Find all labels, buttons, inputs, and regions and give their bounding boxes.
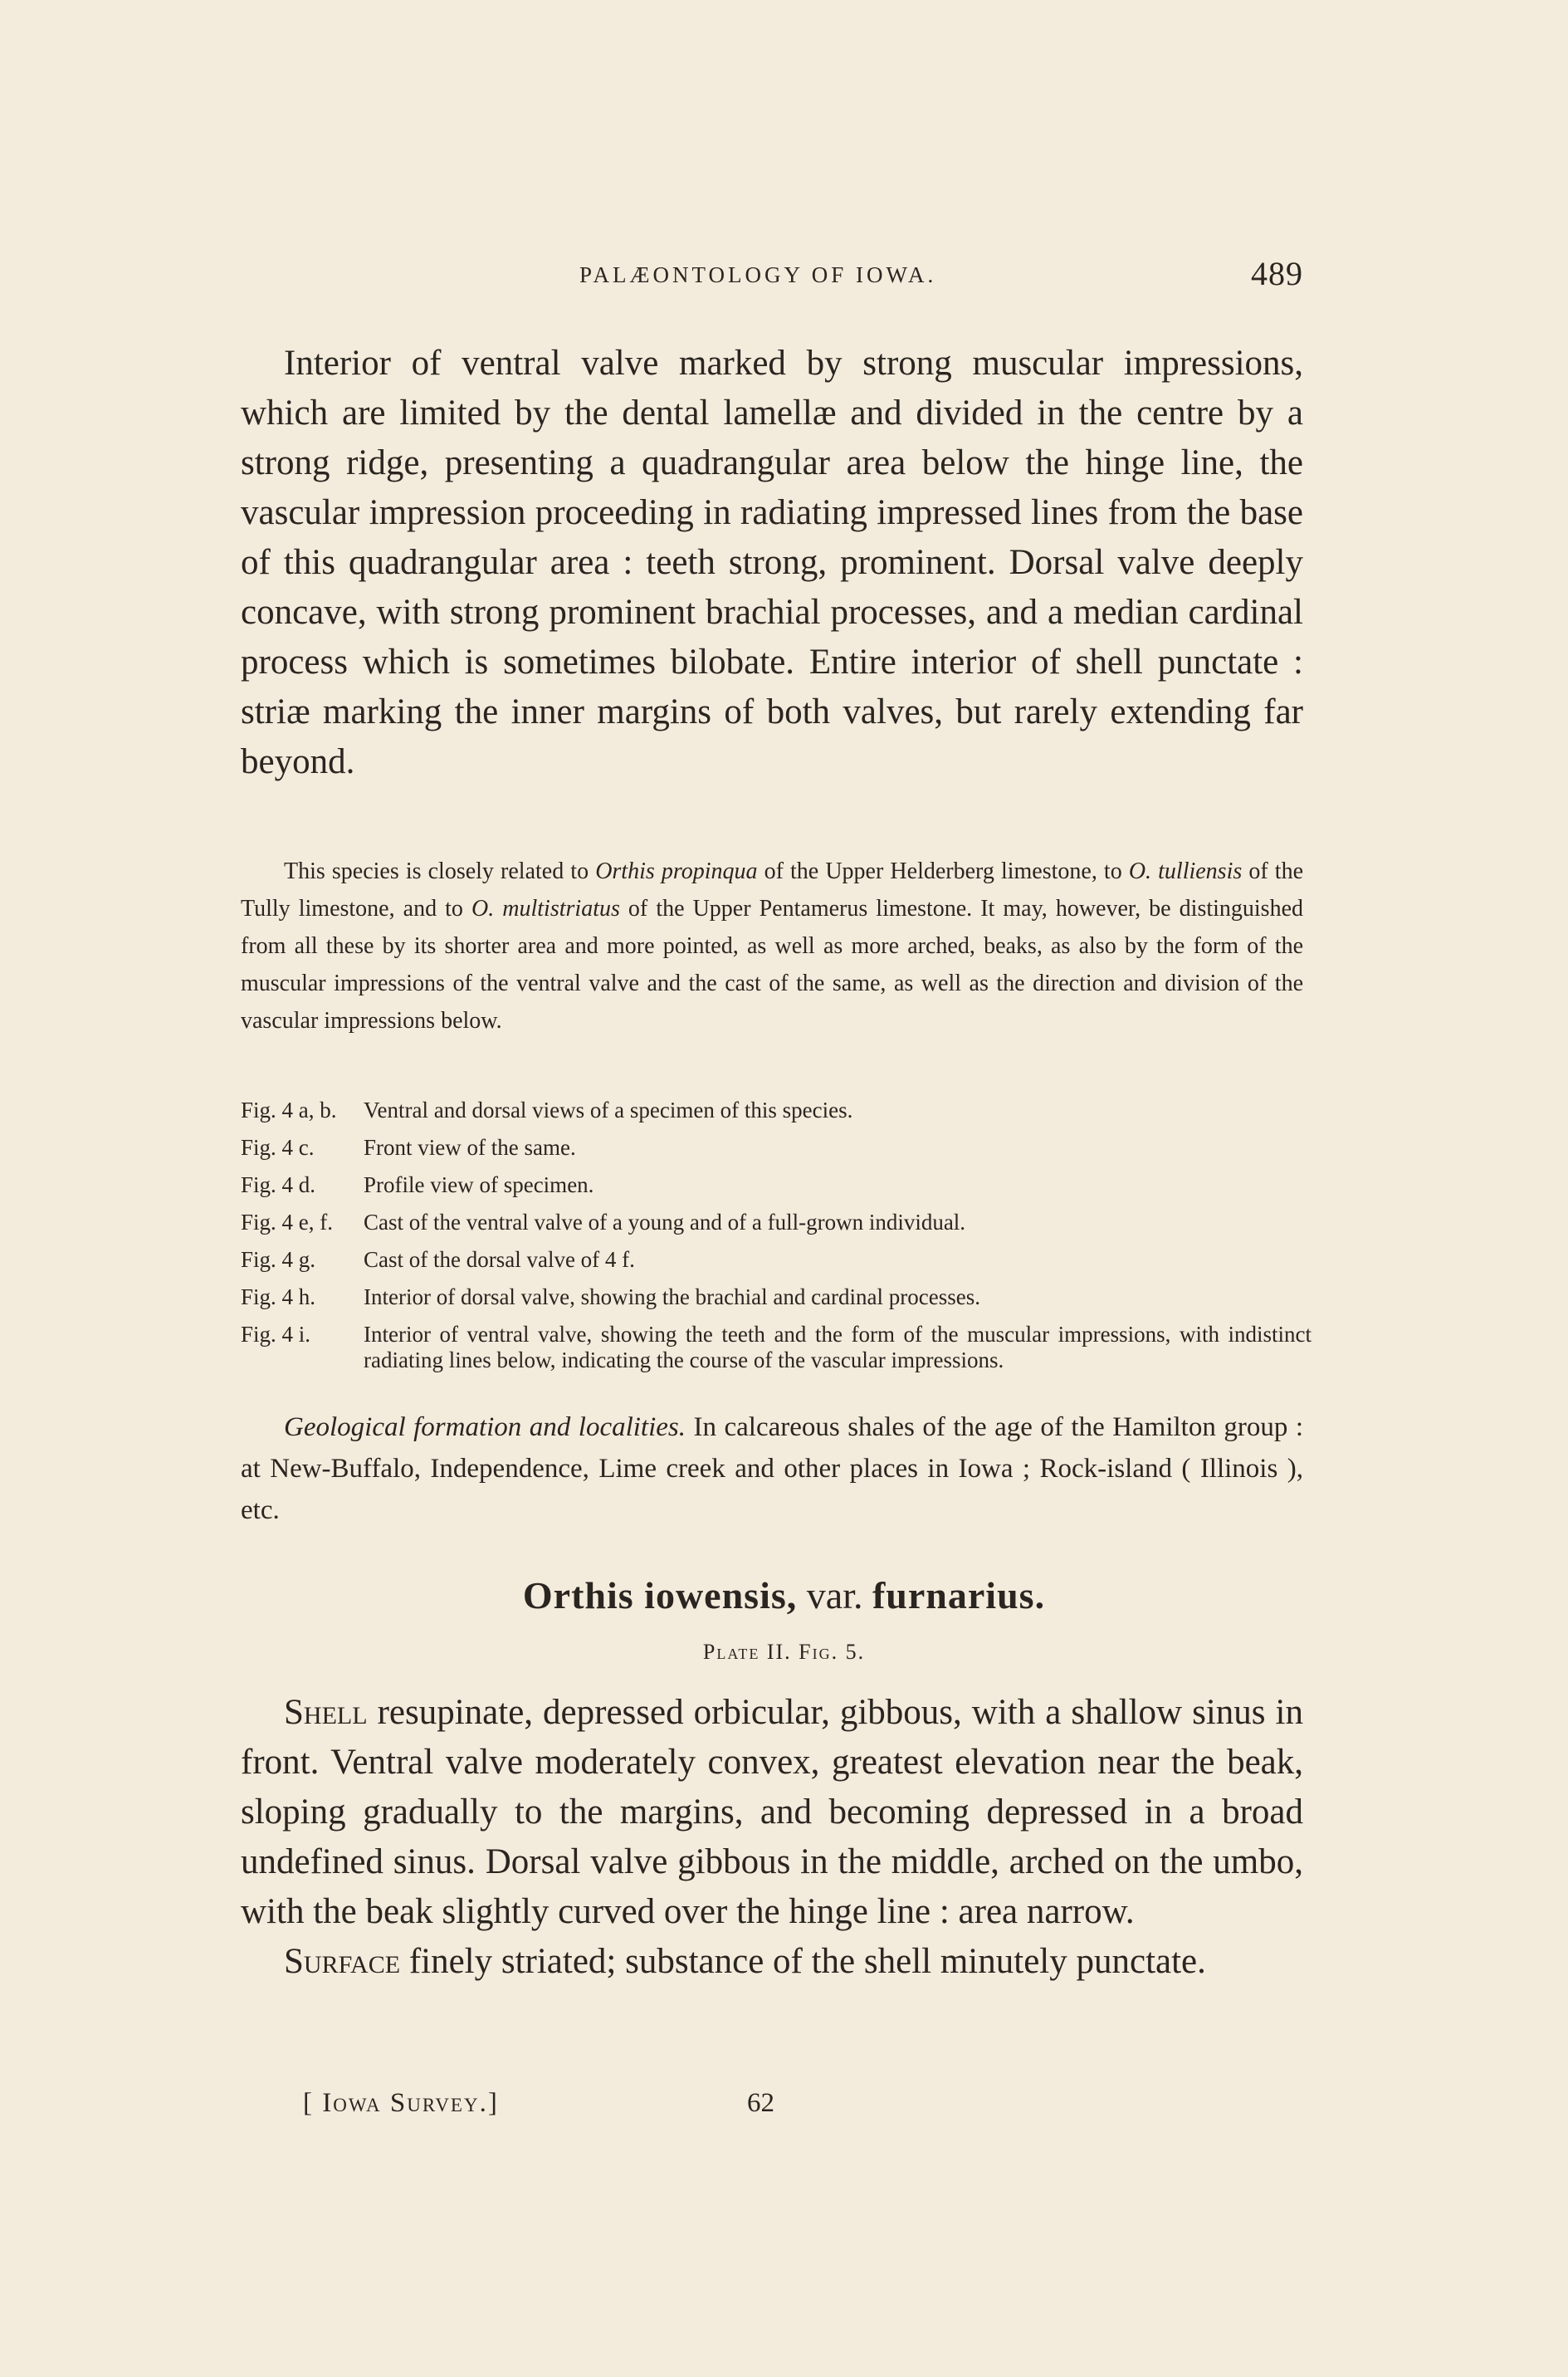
figure-caption: Cast of the ventral valve of a young and of a full-grown individual.	[364, 1210, 966, 1235]
figure-caption: Cast of the dorsal valve of 4 f.	[364, 1247, 635, 1272]
species-ref: Orthis propinqua	[595, 858, 758, 884]
figure-entry	[241, 1316, 1312, 1373]
figure-caption: Profile view of specimen.	[364, 1172, 594, 1197]
variety-label: var.	[797, 1574, 872, 1616]
figure-label: Fig. 4 d.	[241, 1172, 316, 1197]
figure-caption: Interior of ventral valve, showing the teeth and the form of the muscular impressions, with indistinct radiating lines below, indicating the course of the vascular impressions.	[364, 1322, 1312, 1372]
surface-lead: Surface	[284, 1942, 401, 1981]
species-name: Orthis iowensis,	[522, 1574, 798, 1616]
figure-entry	[241, 1129, 1312, 1166]
figure-caption: Front view of the same.	[364, 1135, 576, 1160]
figure-label: Fig. 4 i.	[241, 1322, 311, 1347]
page-number: 489	[1251, 255, 1303, 292]
figure-label: Fig. 4 c.	[241, 1135, 315, 1160]
figure-caption: Ventral and dorsal views of a specimen of this species.	[364, 1098, 853, 1122]
species-ref: O. multistriatus	[471, 896, 620, 922]
shell-description	[241, 1688, 1303, 1987]
plate-reference: Plate II. Fig. 5.	[702, 1640, 866, 1664]
interior-description	[241, 339, 1303, 787]
page-footer	[303, 2088, 1133, 2130]
survey-note: [ Iowa Survey.]	[303, 2088, 499, 2118]
shell-lead: Shell	[284, 1693, 368, 1732]
figure-entry	[241, 1166, 1312, 1204]
comparison-note	[241, 853, 1303, 1039]
figure-label: Fig. 4 h.	[241, 1284, 316, 1309]
figure-entry	[241, 1204, 1312, 1241]
figure-entry	[241, 1092, 1312, 1129]
signature-mark: 62	[747, 2088, 774, 2118]
running-title: PALÆONTOLOGY OF IOWA.	[579, 262, 937, 287]
figure-entry	[241, 1241, 1312, 1279]
geology-paragraph: Geological formation and localities. In calcareous shales of the age of the Hamilton group : at New-Buffalo, Independence, Lime creek and other places in Iowa ; Rock-island ( Illinois ), etc.	[241, 1412, 1303, 1525]
figure-entry	[241, 1279, 1312, 1316]
species-ref: O. tulliensis	[1128, 858, 1243, 884]
figure-label: Fig. 4 e, f.	[241, 1210, 333, 1235]
geological-note	[241, 1406, 1303, 1531]
comparison-paragraph: This species is closely related to Orthis propinqua of the Upper Helderberg limestone, to O. tulliensis of the Tully limestone, and to O. multistriatus of the Upper Pentamerus limestone. It may, however, be distinguished from all these by its shorter area and more pointed, as well as more arched, beaks, as also by the form of the muscular impressions of the ventral valve and the cast of the same, as well as the direction and division of the vascular impressions below.	[241, 858, 1304, 1034]
figure-explanations	[241, 1092, 1312, 1373]
shell-paragraph: Shell resupinate, depressed orbicular, gibbous, with a shallow sinus in front. Ventral valve moderately convex, greatest elevation near the beak, sloping gradually to the margins, and becoming depressed in a broad undefined sinus. Dorsal valve gibbous in the middle, arched on the umbo, with the beak slightly curved over the hinge line : area narrow.	[241, 1693, 1303, 1931]
interior-paragraph: Interior of ventral valve marked by strong muscular impressions, which are limited by the dental lamellæ and divided in the centre by a strong ridge, presenting a quadrangular area below the hinge line, the vascular impression proceeding in radiating impressed lines from the base of this quadrangular area : teeth strong, prominent. Dorsal valve deeply concave, with strong prominent brachial processes, and a median cardinal process which is sometimes bilobate. Entire interior of shell punctate : striæ marking the inner margins of both valves, but rarely extending far beyond.	[241, 344, 1303, 781]
geology-heading: Geological formation and localities.	[284, 1412, 686, 1442]
figure-caption: Interior of dorsal valve, showing the brachial and cardinal processes.	[364, 1284, 980, 1309]
variety-name: furnarius.	[872, 1574, 1046, 1616]
species-heading	[0, 1573, 1568, 1617]
figure-label: Fig. 4 a, b.	[241, 1098, 337, 1122]
page-header	[241, 255, 1312, 309]
figure-label: Fig. 4 g.	[241, 1247, 316, 1272]
surface-paragraph: Surface finely striated; substance of the shell minutely punctate.	[284, 1942, 1206, 1981]
